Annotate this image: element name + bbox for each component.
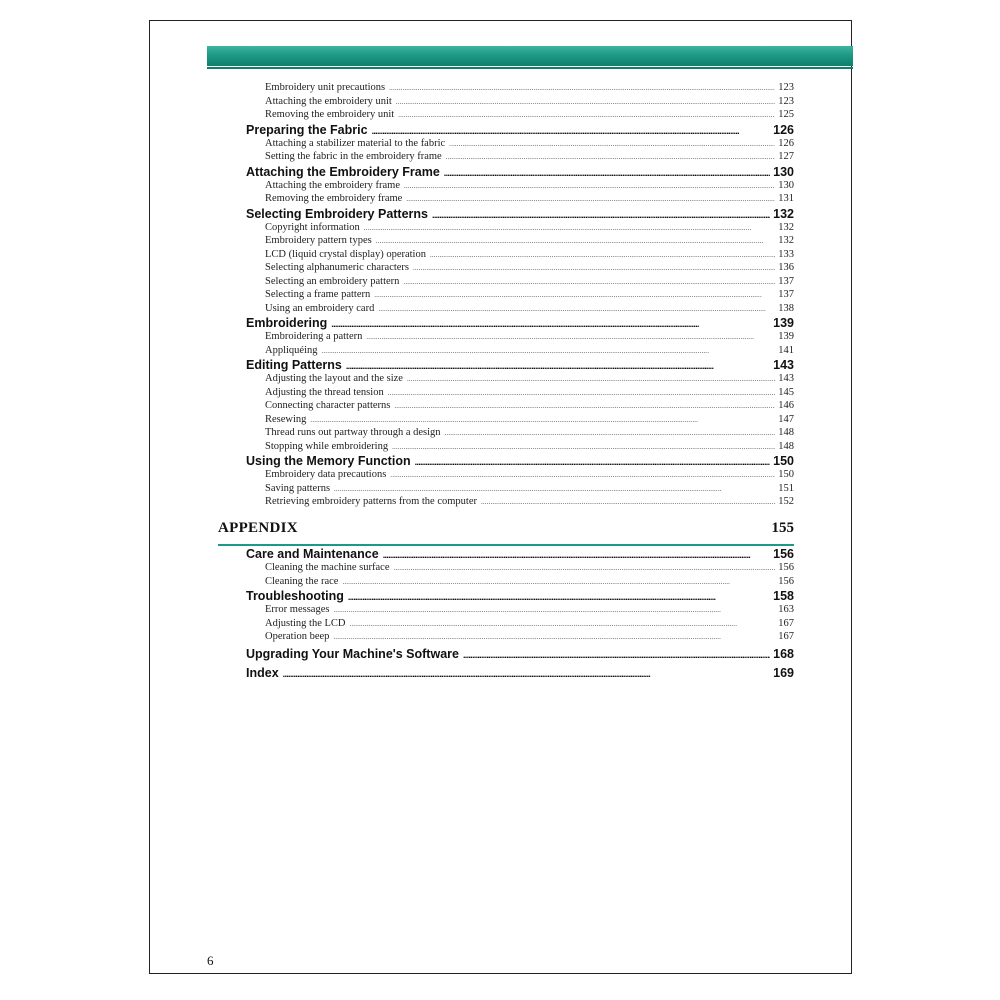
toc-subentry — [246, 288, 794, 302]
toc-entry-title: Embroidering — [246, 316, 328, 330]
toc-subentry — [246, 302, 794, 316]
appendix-heading — [218, 520, 794, 546]
toc-leader-dots — [449, 138, 775, 151]
toc-entry-title: Selecting an embroidery pattern — [265, 275, 400, 287]
toc-subentry — [246, 468, 794, 482]
toc-subentry — [246, 630, 794, 644]
toc-leader-dots — [432, 208, 770, 221]
toc-entry-title: LCD (liquid crystal display) operation — [265, 248, 426, 260]
toc-section-entry — [246, 547, 794, 561]
toc-subentry — [246, 495, 794, 509]
toc-subentry — [246, 192, 794, 206]
header-color-band — [207, 46, 853, 66]
toc-entry-page: 138 — [778, 302, 794, 314]
toc-leader-dots — [283, 667, 770, 680]
toc-section-entry — [246, 123, 794, 137]
toc-leader-dots — [463, 648, 770, 661]
toc-entry-title: Error messages — [265, 604, 330, 615]
toc-subentry — [246, 234, 794, 248]
toc-entry-title: Embroidery data precautions — [265, 469, 387, 480]
toc-entry-title: Selecting Embroidery Patterns — [246, 206, 429, 221]
toc-entry-page: 167 — [778, 617, 794, 629]
toc-entry-title: Embroidery unit precautions — [265, 82, 386, 93]
toc-leader-dots — [444, 166, 770, 179]
toc-entry-title: Retrieving embroidery patterns from the computer — [265, 496, 477, 507]
toc-entry-title: Adjusting the layout and the size — [265, 373, 403, 384]
toc-leader-dots — [374, 289, 775, 302]
toc-entry-page: 130 — [773, 164, 794, 179]
toc-entry-title: Adjusting the LCD — [265, 617, 346, 629]
toc-leader-dots — [394, 562, 776, 575]
appendix-title: APPENDIX — [218, 520, 298, 536]
toc-leader-dots — [396, 96, 775, 109]
toc-leader-dots — [430, 249, 775, 262]
toc-subentry — [246, 95, 794, 109]
toc-entry-title: Saving patterns — [265, 482, 331, 494]
toc-entry-title: Removing the embroidery frame — [265, 193, 403, 204]
toc-entry-title: Upgrading Your Machine's Software — [246, 646, 459, 661]
toc-leader-dots — [383, 548, 770, 561]
toc-leader-dots — [348, 590, 770, 603]
toc-entry-page: 125 — [778, 109, 794, 120]
toc-entry-title: Embroidering a pattern — [265, 331, 363, 342]
toc-leader-dots — [376, 235, 776, 248]
toc-entry-page: 137 — [778, 275, 794, 287]
toc-subentry — [246, 440, 794, 454]
toc-subentry — [246, 386, 794, 400]
toc-section-entry — [246, 454, 794, 468]
toc-entry-title: Appliquéing — [265, 344, 318, 356]
toc-entry-title: Thread runs out partway through a design — [265, 427, 441, 438]
toc-entry-page: 146 — [778, 400, 794, 411]
toc-entry-page: 147 — [778, 413, 794, 425]
toc-leader-dots — [394, 400, 775, 413]
toc-entry-page: 156 — [773, 547, 794, 561]
toc-leader-dots — [378, 303, 775, 316]
toc-entry-page: 169 — [773, 665, 794, 680]
toc-entry-title: Editing Patterns — [246, 358, 342, 372]
toc-entry-page: 136 — [778, 262, 794, 273]
toc-leader-dots — [342, 576, 775, 589]
toc-entry-title: Adjusting the thread tension — [265, 386, 384, 398]
toc-entry-page: 139 — [773, 316, 794, 330]
toc-entry-page: 156 — [778, 562, 794, 573]
toc-leader-dots — [415, 455, 771, 468]
toc-entry-title: Using an embroidery card — [265, 302, 375, 314]
toc-entry-page: 139 — [778, 331, 794, 342]
toc-entry-title: Stopping while embroidering — [265, 440, 389, 452]
toc-subentry — [246, 561, 794, 575]
toc-entry-page: 145 — [778, 386, 794, 398]
toc-entry-title: Copyright information — [265, 221, 360, 233]
toc-entry-page: 143 — [778, 373, 794, 384]
toc-entry-page: 132 — [778, 221, 794, 233]
toc-leader-dots — [446, 151, 776, 164]
toc-entry-page: 130 — [778, 179, 794, 191]
toc-leader-dots — [333, 604, 775, 617]
toc-subentry — [246, 248, 794, 262]
toc-subentry — [246, 261, 794, 275]
toc-entry-page: 141 — [778, 344, 794, 356]
toc-subentry — [246, 81, 794, 95]
toc-leader-dots — [407, 373, 775, 386]
toc-entry-page: 143 — [773, 358, 794, 372]
toc-entry-page: 148 — [778, 427, 794, 438]
toc-leader-dots — [404, 180, 775, 193]
toc-entry-page: 152 — [778, 496, 794, 507]
toc-leader-dots — [390, 469, 775, 482]
toc-entry-page: 156 — [778, 575, 794, 587]
toc-leader-dots — [403, 276, 775, 289]
toc-entry-page: 163 — [778, 604, 794, 615]
toc-subentry — [246, 617, 794, 631]
toc-entry-page: 151 — [778, 482, 794, 494]
toc-entry-page: 126 — [778, 137, 794, 149]
toc-subentry — [246, 275, 794, 289]
toc-leader-dots — [481, 496, 775, 509]
toc-entry-title: Cleaning the race — [265, 575, 339, 587]
toc-entry-title: Selecting alphanumeric characters — [265, 262, 410, 273]
toc-subentry — [246, 137, 794, 151]
toc-entry-title: Attaching the Embroidery Frame — [246, 164, 440, 179]
toc-subentry — [246, 603, 794, 617]
toc-leader-dots — [398, 109, 775, 122]
toc-entry-page: 123 — [778, 82, 794, 93]
toc-subentry — [246, 344, 794, 358]
toc-subentry — [246, 179, 794, 193]
toc-entry-title: Attaching the embroidery frame — [265, 179, 400, 191]
toc-entry-title: Resewing — [265, 413, 307, 425]
toc-leader-dots — [388, 387, 776, 400]
appendix-page-number: 155 — [771, 520, 794, 536]
toc-leader-dots — [322, 345, 776, 358]
toc-entry-title: Cleaning the machine surface — [265, 562, 390, 573]
toc-subentry — [246, 426, 794, 440]
toc-entry-page: 150 — [778, 469, 794, 480]
toc-list-appendix — [246, 547, 794, 680]
toc-subentry — [246, 372, 794, 386]
toc-subentry — [246, 108, 794, 122]
toc-leader-dots — [445, 427, 776, 440]
toc-section-entry — [246, 589, 794, 603]
toc-entry-title: Connecting character patterns — [265, 400, 391, 411]
toc-leader-dots — [333, 631, 775, 644]
toc-leader-dots — [392, 441, 775, 454]
toc-subentry — [246, 575, 794, 589]
toc-entry-title: Operation beep — [265, 631, 330, 642]
toc-entry-page: 158 — [773, 589, 794, 603]
toc-entry-title: Removing the embroidery unit — [265, 109, 395, 120]
toc-leader-dots — [413, 262, 775, 275]
toc-section-entry — [246, 666, 794, 680]
toc-entry-title: Index — [246, 665, 279, 680]
toc-subentry — [246, 150, 794, 164]
toc-subentry — [246, 399, 794, 413]
toc-entry-title: Selecting a frame pattern — [265, 289, 371, 300]
toc-section-entry — [246, 316, 794, 330]
toc-list-main — [246, 81, 794, 509]
toc-section-entry — [246, 165, 794, 179]
toc-entry-page: 132 — [778, 235, 794, 246]
toc-leader-dots — [346, 359, 770, 372]
toc-entry-title: Attaching a stabilizer material to the fabric — [265, 137, 446, 149]
toc-subentry — [246, 221, 794, 235]
toc-entry-page: 131 — [778, 193, 794, 204]
toc-entry-title: Attaching the embroidery unit — [265, 95, 392, 107]
toc-entry-title: Care and Maintenance — [246, 547, 379, 561]
toc-leader-dots — [364, 222, 775, 235]
toc-leader-dots — [334, 483, 775, 496]
toc-entry-page: 126 — [773, 122, 794, 137]
toc-entry-page: 148 — [778, 440, 794, 452]
toc-entry-page: 127 — [778, 151, 794, 162]
page-folio: 6 — [207, 953, 214, 968]
toc-leader-dots — [406, 193, 775, 206]
toc-entry-page: 168 — [773, 646, 794, 661]
toc-subentry — [246, 482, 794, 496]
toc-leader-dots — [310, 414, 775, 427]
toc-subentry — [246, 413, 794, 427]
toc-entry-title: Setting the fabric in the embroidery frame — [265, 151, 442, 162]
toc-section-entry — [246, 358, 794, 372]
toc-leader-dots — [331, 317, 770, 330]
toc-entry-page: 133 — [778, 248, 794, 260]
toc-section-entry — [246, 647, 794, 661]
toc-entry-page: 123 — [778, 95, 794, 107]
toc-leader-dots — [389, 82, 775, 95]
toc-entry-page: 132 — [773, 206, 794, 221]
toc-entry-title: Troubleshooting — [246, 589, 344, 603]
toc-entry-title: Preparing the Fabric — [246, 122, 368, 137]
toc-entry-page: 150 — [773, 454, 794, 468]
toc-leader-dots — [350, 618, 776, 631]
toc-entry-title: Using the Memory Function — [246, 454, 411, 468]
toc-leader-dots — [372, 124, 771, 137]
toc-entry-title: Embroidery pattern types — [265, 235, 372, 246]
toc-subentry — [246, 330, 794, 344]
toc-entry-page: 137 — [778, 289, 794, 300]
toc-leader-dots — [366, 331, 775, 344]
toc-entry-page: 167 — [778, 631, 794, 642]
toc-section-entry — [246, 207, 794, 221]
